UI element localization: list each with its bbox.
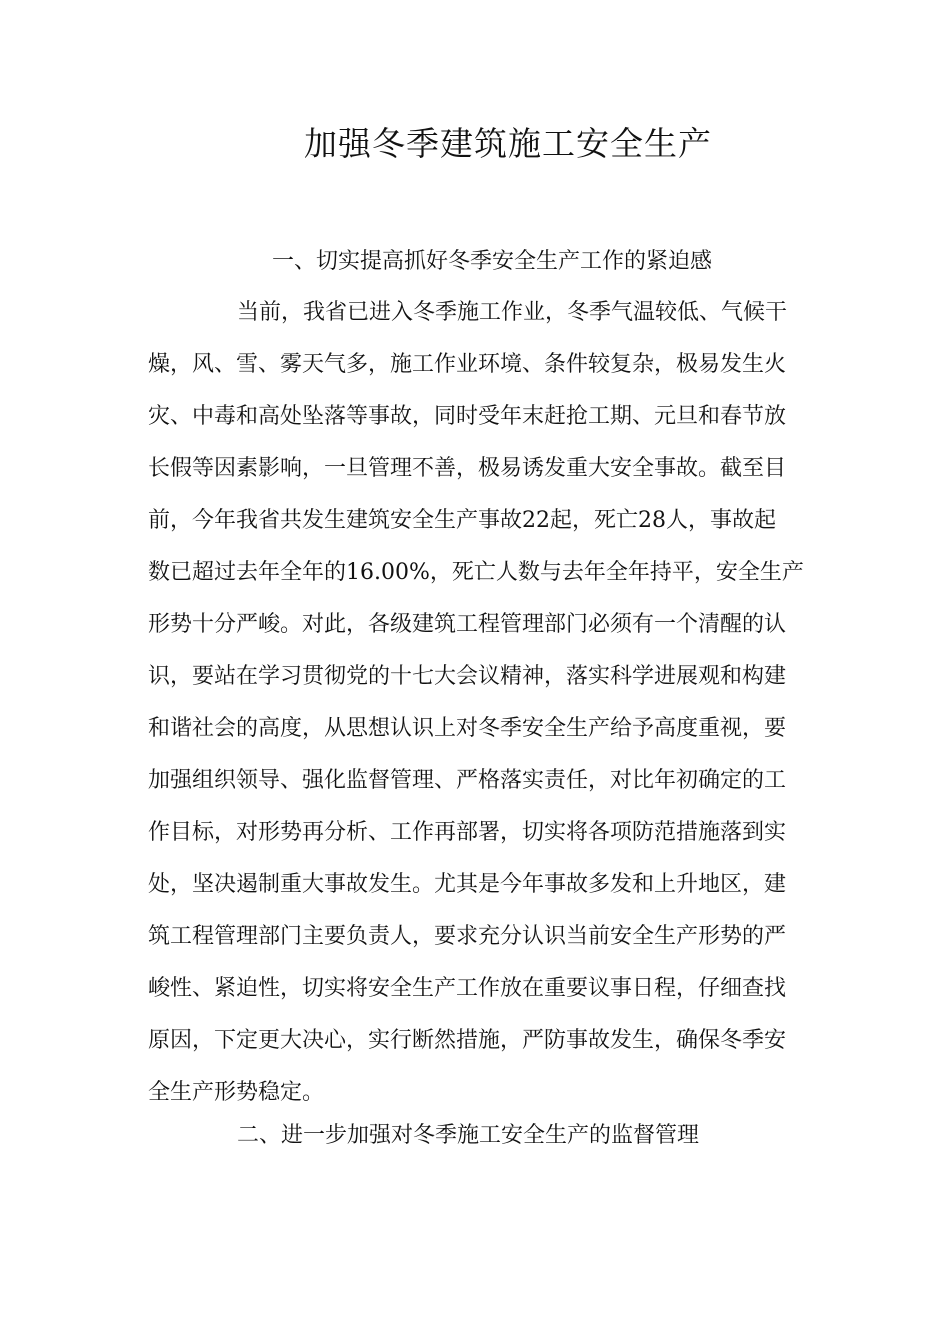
- paragraph-line: 灾、中毒和高处坠落等事故，同时受年末赶抢工期、元旦和春节放: [148, 404, 787, 429]
- paragraph-line: 识，要站在学习贯彻党的十七大会议精神，落实科学进展观和构建: [148, 664, 787, 689]
- paragraph-line: 处，坚决遏制重大事故发生。尤其是今年事故多发和上升地区，建: [148, 872, 787, 897]
- document-title: 加强冬季建筑施工安全生产: [304, 124, 712, 163]
- section-heading-1: 一、切实提高抓好冬季安全生产工作的紧迫感: [272, 249, 713, 274]
- paragraph-line: 原因，下定更大决心，实行断然措施，严防事故发生，确保冬季安: [148, 1028, 787, 1053]
- paragraph-line: 前，今年我省共发生建筑安全生产事故22起，死亡28人，事故起: [148, 508, 776, 533]
- paragraph-line: 燥，风、雪、雾天气多，施工作业环境、条件较复杂，极易发生火: [148, 352, 787, 377]
- paragraph-line: 长假等因素影响，一旦管理不善，极易诱发重大安全事故。截至目: [148, 456, 787, 481]
- paragraph-line: 峻性、紧迫性，切实将安全生产工作放在重要议事日程，仔细查找: [148, 976, 787, 1001]
- paragraph-line: 数已超过去年全年的16.00%，死亡人数与去年全年持平，安全生产: [148, 560, 804, 585]
- paragraph-line: 加强组织领导、强化监督管理、严格落实责任，对比年初确定的工: [148, 768, 787, 793]
- paragraph-line: 作目标，对形势再分析、工作再部署，切实将各项防范措施落到实: [148, 820, 787, 845]
- paragraph-line: 筑工程管理部门主要负责人，要求充分认识当前安全生产形势的严: [148, 924, 787, 949]
- paragraph-line: 形势十分严峻。对此，各级建筑工程管理部门必须有一个清醒的认: [148, 612, 787, 637]
- paragraph-1: [148, 296, 808, 1128]
- section-heading-2: 二、进一步加强对冬季施工安全生产的监督管理: [237, 1123, 700, 1148]
- paragraph-line: 当前，我省已进入冬季施工作业，冬季气温较低、气候干: [237, 300, 788, 325]
- paragraph-line: 全生产形势稳定。: [148, 1080, 325, 1105]
- paragraph-line: 和谐社会的高度，从思想认识上对冬季安全生产给予高度重视，要: [148, 716, 787, 741]
